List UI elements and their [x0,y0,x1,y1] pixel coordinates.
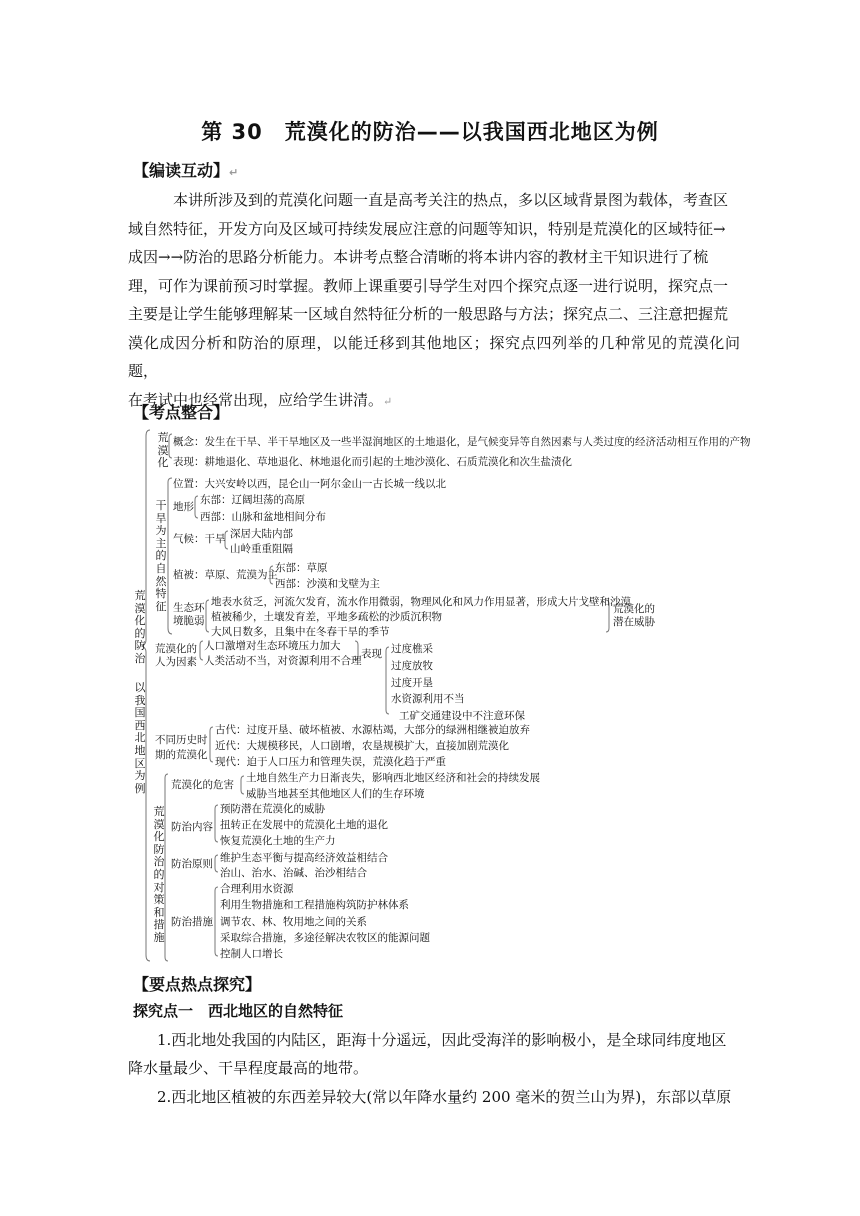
content-item: 预防潜在荒漠化的威胁 [220,803,325,815]
desert-def-label: 荒漠化 [157,431,169,470]
eco-label: 生态环境脆弱 [173,602,205,627]
history-item: 古代：过度开垦、破坏植被、水源枯竭，大部分的绿洲相继被迫放弃 [215,724,530,736]
intro-heading: 【编读互动】↵ [133,161,239,180]
measure-item: 调节农、林、牧用地之间的关系 [220,916,367,928]
human-b: 人类活动不当，对资源利用不合理 [204,655,362,667]
bx-item: 过度放牧 [391,660,433,672]
biaoxian-label: 表现 [361,648,382,660]
climate-label: 气候：干旱 [173,533,226,545]
concept-text: 概念：发生在干旱、半干旱地区及一些半湿润地区的土地退化，是气候变异等自然因素与人类过度的经济活动相互作用的产物 [173,436,751,448]
measures-label: 防治措施 [171,916,213,928]
veg-east: 东部：草原 [275,562,328,574]
explore1-title: 探究点一 西北地区的自然特征 [133,1002,344,1020]
eco-a: 地表水贫乏，河流欠发育，流水作用微弱，物理风化和风力作用显著，形成大片戈壁和沙漠 [211,596,631,608]
history-item: 近代：大规模移民，人口剧增，农垦规模扩大，直接加剧荒漠化 [215,740,509,752]
explore1-p1-line2: 降水量最少、干旱程度最高的地带。 [128,1059,369,1077]
page-title: 第 30 荒漠化的防治——以我国西北地区为例 [201,120,659,144]
mindmap-root: 荒漠化的防治 [134,589,146,665]
location-text: 位置：大兴安岭以西，昆仑山一阿尔金山一古长城一线以北 [173,478,446,490]
measure-item: 合理利用水资源 [220,883,294,895]
explore1-p2-line1: 2.西北地区植被的东西差异较大(常以年降水量约 200 毫米的贺兰山为界)，东部以草原 [157,1088,732,1106]
principle-item: 维护生态平衡与提高经济效益相结合 [220,852,388,864]
terrain-east: 东部：辽阔坦荡的高原 [200,494,305,506]
principle-label: 防治原则 [171,858,213,870]
expression-text: 表现：耕地退化、草地退化、林地退化而引起的土地沙漠化、石质荒漠化和次生盐渍化 [173,456,572,468]
measure-item: 控制人口增长 [220,948,283,960]
veg-west: 西部：沙漠和戈壁为主 [275,578,380,590]
bx-item: 水资源利用不当 [391,693,465,705]
harm-label: 荒漠化的危害 [171,779,234,791]
terrain-west: 西部：山脉和盆地相间分布 [200,511,326,523]
control-label: 荒漠化防治的对策和措施 [153,805,165,944]
eco-c: 大风日数多，且集中在冬春干旱的季节 [211,626,390,638]
intro-paragraph: 本讲所涉及到的荒漠化问题一直是高考关注的热点，多以区域背景图为载体，考查区 域自然特征，开发方向及区域可持续发展应注意的问题等知识，特别是荒漠化的区域特征→ 成因→→防治的思路分析能力。本讲考点整合清晰的将本讲内容的教材主干知识进行了梳 理，可作为课前预习时掌握。教师上课重要引导学生对四个探究点逐一进行说明，探究点一 主要是让学生能够理解某一区域自然特征分析的一般思路与方法；探究点二、三注意把握荒 漠化成因分析和防治的原理，以能迁移到其他地区；探究点四列举的几种常见的荒漠化问题， 在考试中也经常出现，应给学生讲清。↵ [128,191,740,409]
terrain-label: 地形 [173,501,194,513]
content-label: 防治内容 [171,821,213,833]
bx-item: 过度樵采 [391,643,433,655]
explore1-p1-line1: 1.西北地处我国的内陆区，距海十分遥远，因此受海洋的影响极小，是全球同纬度地区 [157,1031,727,1049]
potential-label: 荒漠化的潜在威胁 [613,603,655,628]
principle-item: 治山、治水、治碱、治沙相结合 [220,867,367,879]
human-a: 人口激增对生态环境压力加大 [204,640,341,652]
measure-item: 采取综合措施，多途径解决农牧区的能源问题 [220,932,430,944]
nature-label: 干旱为主的自然特征 [155,499,167,613]
yaodian-heading: 【要点热点探究】 [133,975,262,994]
bx-item: 过度开垦 [391,677,433,689]
vegetation-label: 植被：草原、荒漠为主 [173,569,278,581]
history-label: 不同历史时期的荒漠化 [155,734,208,761]
kaodian-heading: 【考点整合】 [133,403,230,422]
harm-b: 威胁当地甚至其他地区人们的生存环境 [246,788,425,800]
human-label: 荒漠化的人为因素 [155,643,197,668]
harm-a: 土地自然生产力日渐丧失，影响西北地区经济和社会的持续发展 [246,772,540,784]
content-item: 扭转正在发展中的荒漠化土地的退化 [220,819,388,831]
mindmap-root-sub: 以我国西北地区为例 [134,681,146,795]
bx-item: 工矿交通建设中不注意环保 [399,710,525,722]
eco-b: 植被稀少，土壤发育差，平地多疏松的沙质沉积物 [211,611,442,623]
climate-b: 山岭重重阻隔 [230,543,293,555]
climate-a: 深居大陆内部 [230,528,293,540]
measure-item: 利用生物措施和工程措施构筑防护林体系 [220,899,409,911]
history-item: 现代：迫于人口压力和管理失误，荒漠化趋于严重 [215,756,446,768]
content-item: 恢复荒漠化土地的生产力 [220,835,336,847]
